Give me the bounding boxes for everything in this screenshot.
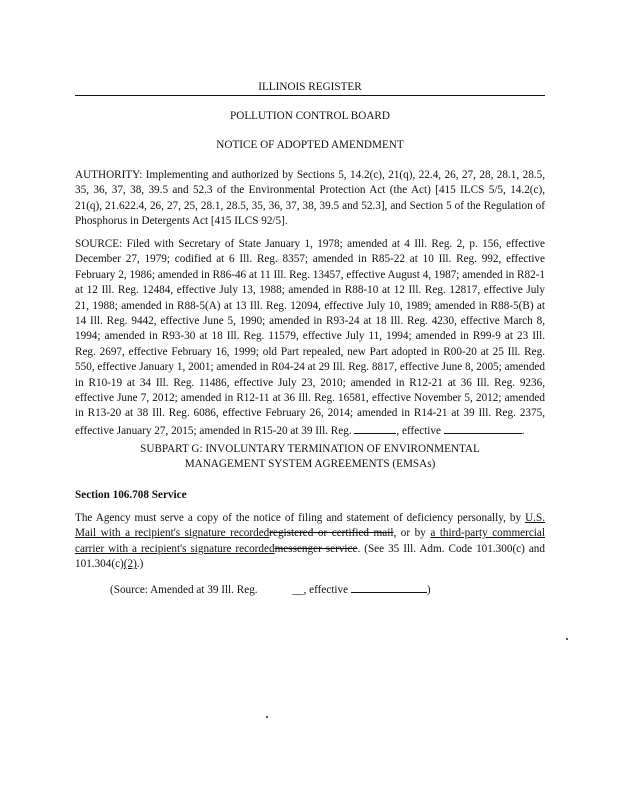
register-title: ILLINOIS REGISTER bbox=[258, 81, 362, 93]
deleted-text-2: messenger service bbox=[274, 542, 358, 555]
authority-paragraph: AUTHORITY: Implementing and authorized by Sections 5, 14.2(c), 21(q), 22.4, 26, 27, 28, 28.1, 28.5, 35, 36, 37, 38, 39.5 and 52.3 of the Environmental Protection Act (the Act) [415 ILCS 5/5, 14.2(c), 21(q), 21.622.4, 26, 27, 25, 28.1, 28.5, 35, 36, 37, 38, 39.5 and 52.3], and Section 5 of the Regulation of Phosphorus in Detergents Act [415 ILCS 92/5]. bbox=[75, 169, 545, 228]
source-note-blank: __ bbox=[292, 584, 304, 596]
inserted-text-1: U.S. Mail with a recipient's signature recorded bbox=[75, 512, 545, 540]
scan-speck bbox=[266, 716, 268, 718]
section-heading: Section 106.708 Service bbox=[75, 489, 187, 501]
source-note-effective: , effective bbox=[303, 584, 349, 596]
section-body bbox=[75, 511, 545, 573]
source-note-prefix: (Source: Amended at 39 Ill. Reg. bbox=[110, 584, 258, 596]
source-end: . bbox=[521, 424, 525, 437]
notice-title: NOTICE OF ADOPTED AMENDMENT bbox=[216, 139, 404, 151]
subpart-heading bbox=[75, 442, 545, 472]
scan-speck bbox=[566, 638, 568, 640]
source-text: SOURCE: Filed with Secretary of State January 1, 1978; amended at 4 Ill. Reg. 2, p. 156, effective December 27, 1979; codified at 6 Ill. Reg. 8357; amended in R85-22 at 10 Ill. Reg. 992, effective February 2, 1986; amended in R86-46 at 11 Ill. Reg. 13457, effective August 4, 1987; amended in R82-1 at 12 Ill. Reg. 12484, effective July 13, 1988; amended in R88-10 at 12 Ill. Reg. 12817, effective July 21, 1988; amended in R88-5(A) at 13 Ill. Reg. 12094, effective July 10, 1989; amended in R88-5(B) at 14 Ill. Reg. 9442, effective June 5, 1990; amended in R93-24 at 18 Ill. Reg. 4230, effective March 8, 1994; amended in R93-30 at 18 Ill. Reg. 11579, effective July 11, 1994; amended in R99-9 at 23 Ill. Reg. 2697, effective February 16, 1999; old Part repealed, new Part adopted in R00-20 at 25 Ill. Reg. 550, effective January 1, 2001; amended in R04-24 at 29 Ill. Reg. 8817, effective June 8, 2005; amended in R10-19 at 34 Ill. Reg. 11486, effective July 23, 2010; amended in R12-21 at 36 Ill. Reg. 9236, effective June 7, 2012; amended in R12-11 at 36 Ill. Reg. 16581, effective November 5, 2012; amended in R13-20 at 38 Ill. Reg. 6086, effective February 26, 2014; amended in R14-21 at 39 Ill. Reg. 2375, effective January 27, 2015; amended in R15-20 at 39 Ill. Reg. bbox=[75, 238, 545, 437]
source-paragraph bbox=[75, 237, 545, 439]
source-note bbox=[110, 581, 431, 598]
body-text-4: .) bbox=[136, 558, 144, 571]
subpart-line-2: MANAGEMENT SYSTEM AGREEMENTS (EMSAs) bbox=[184, 458, 436, 470]
board-name: POLLUTION CONTROL BOARD bbox=[230, 110, 390, 122]
source-note-end: ) bbox=[426, 584, 431, 596]
deleted-text-1: registered or certified mail bbox=[269, 527, 394, 540]
source-effective-label: , effective bbox=[396, 424, 441, 437]
source-note-date-blank bbox=[351, 581, 427, 593]
inserted-text-2: a third-party commercial carrier with a recipient's signature recorded bbox=[75, 527, 545, 555]
body-text-3: . (See 35 Ill. Adm. Code 101.300(c) and 101.304(c) bbox=[75, 542, 545, 571]
register-header bbox=[75, 80, 545, 96]
body-text-1: The Agency must serve a copy of the notice of filing and statement of deficiency personally, by bbox=[75, 512, 526, 524]
subpart-line-1: SUBPART G: INVOLUNTARY TERMINATION OF ENVIRONMENTAL bbox=[140, 443, 480, 455]
body-text-2: , or by bbox=[393, 527, 431, 540]
effective-date-blank bbox=[444, 422, 522, 434]
reg-page-blank bbox=[354, 422, 396, 434]
inserted-text-3: (2) bbox=[123, 558, 137, 571]
